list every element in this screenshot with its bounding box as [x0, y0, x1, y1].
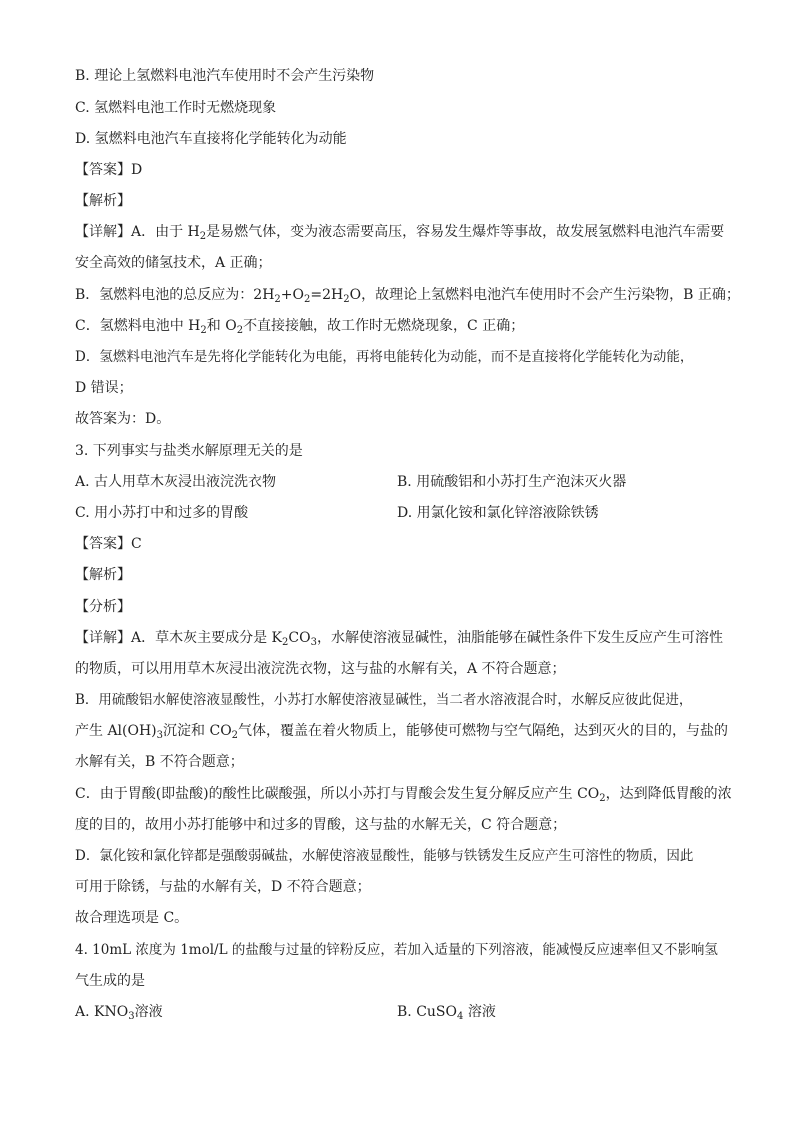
- option-a: A. 古人用草木灰浸出液浣洗衣物: [75, 474, 277, 490]
- question-stem-line1: 4. 10mL 浓度为 1mol/L 的盐酸与过量的锌粉反应，若加入适量的下列溶液，能减慢反应速率但又不影响氢: [75, 942, 718, 958]
- conclusion: 故答案为：D。: [75, 411, 171, 427]
- detail-d-line2: D 错误；: [75, 380, 133, 396]
- analysis-title: 【解析】: [75, 193, 131, 209]
- option-b: B. 用硫酸铝和小苏打生产泡沫灭火器: [397, 474, 627, 490]
- option-b: B. CuSO$_4$ 溶液: [397, 1004, 496, 1022]
- detail-d-line2: 可用于除锈，与盐的水解有关，D 不符合题意；: [75, 879, 371, 895]
- option-d: D. 用氯化铵和氯化锌溶液除铁锈: [397, 505, 599, 521]
- detail-b-line2: 产生 $Al(OH)_3$沉淀和 $CO_2$气体，覆盖在着火物质上，能够使可燃物与空气隔绝，达到灭火的目的，与盐的: [75, 723, 729, 741]
- option-c: C. 用小苏打中和过多的胃酸: [75, 505, 249, 521]
- detail-c-line2: 度的目的，故用小苏打能够中和过多的胃酸，这与盐的水解无关，C 符合题意；: [75, 817, 567, 833]
- answer-label: 【答案】D: [75, 162, 143, 178]
- detail-b: B．氢燃料电池的总反应为：$2H_2+O_2=2H_2O$，故理论上氢燃料电池汽车使用时不会产生污染物，B 正确；: [75, 287, 740, 305]
- detail-c: C．氢燃料电池中 $H_2$和 $O_2$不直接接触，故工作时无燃烧现象，C 正确；: [75, 318, 525, 336]
- fenxi-title: 【分析】: [75, 599, 131, 615]
- detail-a-line2: 的物质，可以用用草木灰浸出液浣洗衣物，这与盐的水解有关，A 不符合题意；: [75, 661, 566, 677]
- question-stem-line2: 气生成的是: [75, 973, 145, 989]
- question-stem: 3. 下列事实与盐类水解原理无关的是: [75, 443, 303, 459]
- detail-d-line1: D．氢燃料电池汽车是先将化学能转化为电能，再将电能转化为动能，而不是直接将化学能转化为动能，: [75, 349, 694, 365]
- answer-label: 【答案】C: [75, 536, 142, 552]
- analysis-title: 【解析】: [75, 567, 131, 583]
- detail-a-line1: 【详解】A．由于 $H_2$是易燃气体，变为液态需要高压，容易发生爆炸等事故，故发展氢燃料电池汽车需要: [75, 224, 725, 242]
- option-d: D. 氢燃料电池汽车直接将化学能转化为动能: [75, 131, 347, 147]
- detail-a-line1: 【详解】A．草木灰主要成分是 $K_2CO_3$，水解使溶液显碱性，油脂能够在碱性条件下发生反应产生可溶性: [75, 630, 723, 648]
- option-b: B. 理论上氢燃料电池汽车使用时不会产生污染物: [75, 68, 375, 84]
- detail-b-line1: B．用硫酸铝水解使溶液显酸性，小苏打水解使溶液显碱性，当二者水溶液混合时，水解反应彼此促进，: [75, 692, 693, 708]
- detail-c-line1: C．由于胃酸(即盐酸)的酸性比碳酸强，所以小苏打与胃酸会发生复分解反应产生 $CO_2$，达到降低胃酸的浓: [75, 786, 732, 804]
- option-c: C. 氢燃料电池工作时无燃烧现象: [75, 100, 277, 116]
- detail-d-line1: D．氯化铵和氯化锌都是强酸弱碱盐，水解使溶液显酸性，能够与铁锈发生反应产生可溶性的物质，因此: [75, 848, 694, 864]
- detail-a-line2: 安全高效的储氢技术，A 正确；: [75, 255, 272, 271]
- conclusion: 故合理选项是 C。: [75, 910, 189, 926]
- option-a: A. $KNO_3$溶液: [75, 1004, 163, 1022]
- detail-b-line3: 水解有关，B 不符合题意；: [75, 754, 244, 770]
